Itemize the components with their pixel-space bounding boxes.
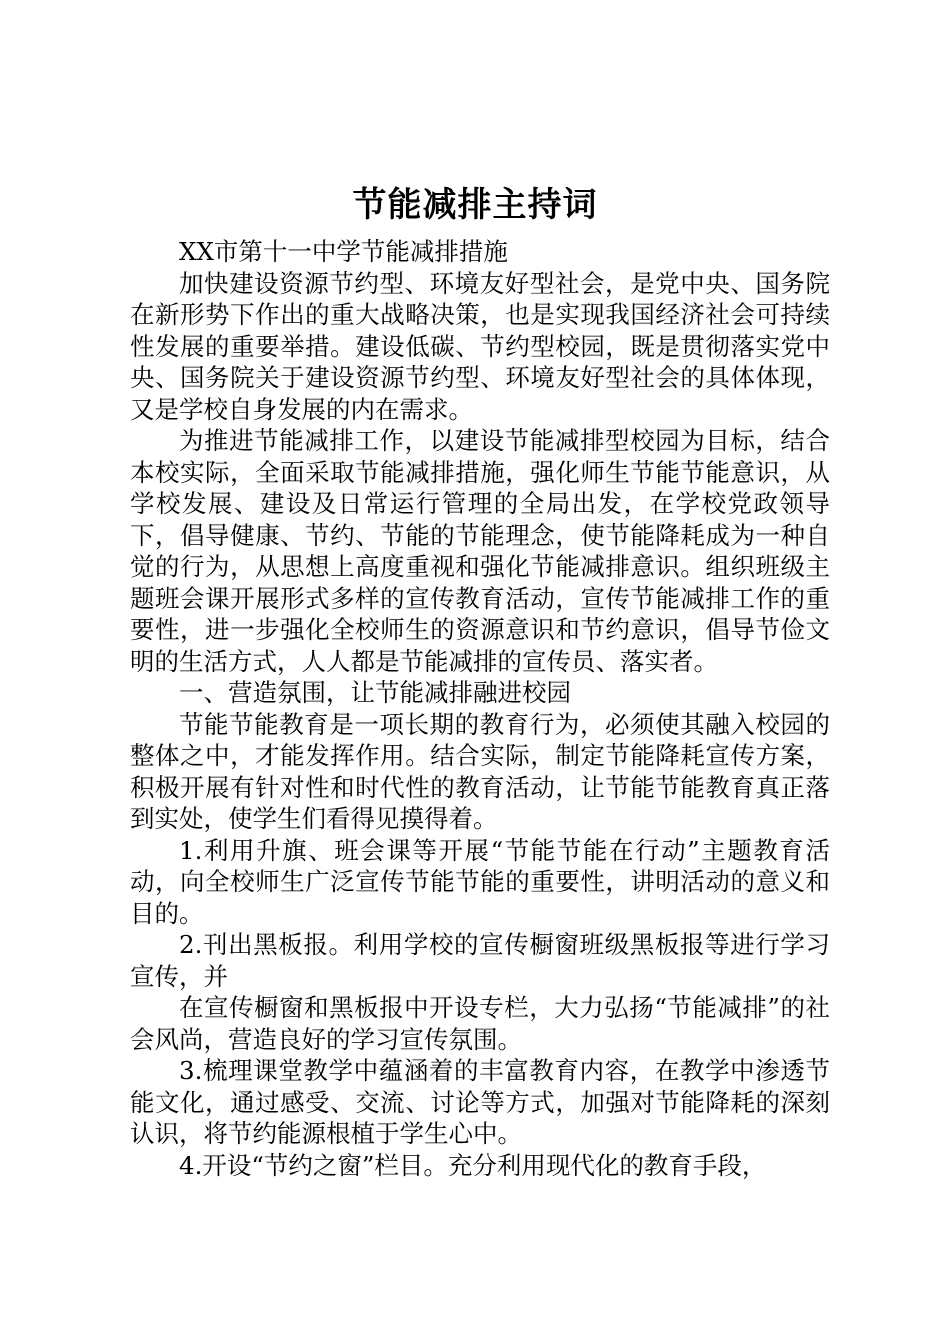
document-title: 节能减排主持词: [352, 185, 598, 225]
paragraph: 为推进节能减排工作，以建设节能减排型校园为目标，结合本校实际，全面采取节能减排措施，强化师生节能节能意识，从学校发展、建设及日常运行管理的全局出发，在学校党政领导下，倡导健康、节约、节能的节能理念，使节能降耗成为一种自觉的行为，从思想上高度重视和强化节能减排意识。组织班级主题班会课开展形式多样的宣传教育活动，宣传节能减排工作的重要性，进一步强化全校师生的资源意识和节约意识，倡导节俭文明的生活方式，人人都是节能减排的宣传员、落实者。: [130, 426, 830, 676]
paragraph: 在宣传橱窗和黑板报中开设专栏，大力弘扬“节能减排”的社会风尚，营造良好的学习宣传氛围。: [130, 993, 830, 1054]
paragraph: 加快建设资源节约型、环境友好型社会，是党中央、国务院在新形势下作出的重大战略决策，也是实现我国经济社会可持续性发展的重要举措。建设低碳、节约型校园，既是贯彻落实党中央、国务院关于建设资源节约型、环境友好型社会的具体体现，又是学校自身发展的内在需求。: [130, 268, 830, 424]
list-item: 4.开设“节约之窗”栏目。充分利用现代化的教育手段，: [179, 1150, 767, 1180]
list-item: 2.刊出黑板报。利用学校的宣传橱窗班级黑板报等进行学习宣传，并: [130, 930, 830, 991]
document-body: [130, 236, 830, 1181]
paragraph-subtitle: XX市第十一中学节能减排措施: [179, 237, 508, 266]
paragraph: 节能节能教育是一项长期的教育行为，必须使其融入校园的整体之中，才能发挥作用。结合实际，制定节能降耗宣传方案，积极开展有针对性和时代性的教育活动，让节能节能教育真正落到实处，使学生们看得见摸得着。: [130, 709, 830, 833]
list-item: 3.梳理课堂教学中蕴涵着的丰富教育内容，在教学中渗透节能文化，通过感受、交流、讨论等方式，加强对节能降耗的深刻认识，将节约能源根植于学生心中。: [130, 1056, 830, 1148]
list-item: 1.利用升旗、班会课等开展“节能节能在行动”主题教育活动，向全校师生广泛宣传节能节能的重要性，讲明活动的意义和目的。: [130, 835, 830, 928]
section-heading: 一、营造氛围，让节能减排融进校园: [179, 678, 571, 707]
